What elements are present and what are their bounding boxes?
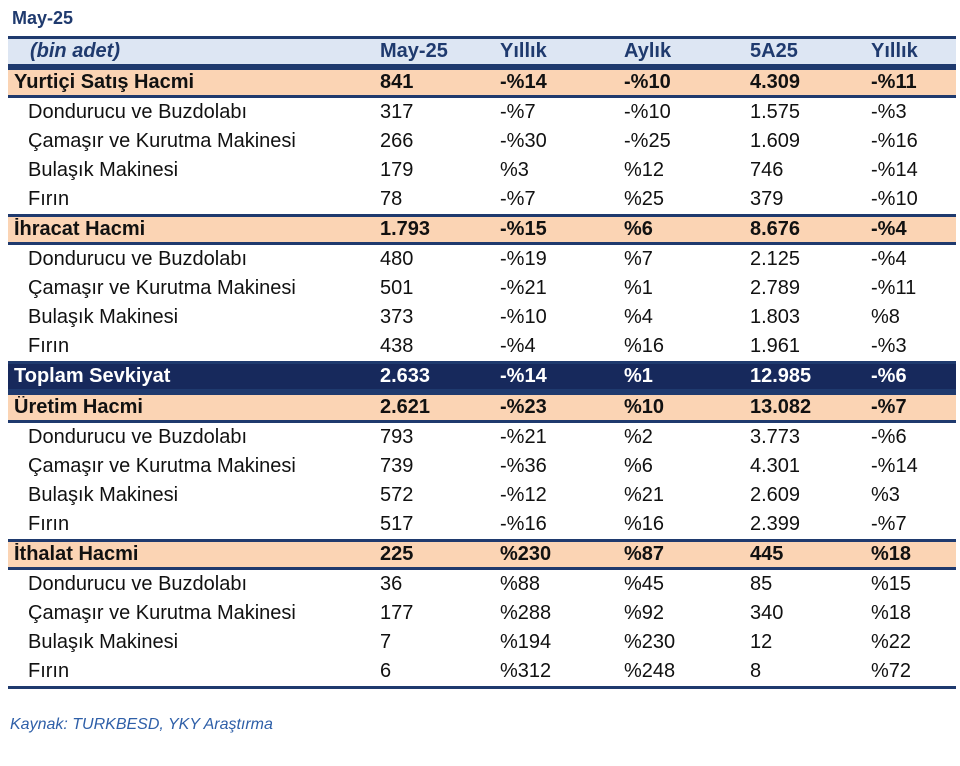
cell: 177 — [380, 602, 414, 624]
cell: 1.961 — [750, 335, 801, 357]
cell: -%4 — [871, 218, 907, 240]
section-label: İhracat Hacmi — [14, 218, 146, 240]
cell: %22 — [871, 631, 912, 653]
table-row — [8, 423, 956, 452]
cell: 2.789 — [750, 277, 801, 299]
cell: 4.309 — [750, 71, 801, 93]
cell: %16 — [624, 513, 665, 535]
table-row — [8, 657, 956, 686]
data-table — [8, 36, 956, 689]
cell: -%4 — [871, 248, 907, 270]
row-label: Çamaşır ve Kurutma Makinesi — [28, 277, 296, 299]
row-label: Bulaşık Makinesi — [28, 159, 179, 181]
column-header: Yıllık — [500, 40, 547, 62]
cell: 225 — [380, 543, 414, 565]
source-note: Kaynak: TURKBESD, YKY Araştırma — [10, 716, 273, 733]
row-label: Dondurucu ve Buzdolabı — [28, 101, 248, 123]
cell: 379 — [750, 188, 784, 210]
section-row — [8, 392, 956, 423]
cell: -%6 — [871, 426, 907, 448]
cell: -%7 — [871, 396, 907, 418]
cell: %6 — [624, 218, 653, 240]
total-label: Toplam Sevkiyat — [14, 365, 171, 387]
cell: %72 — [871, 660, 912, 682]
cell: %12 — [624, 159, 665, 181]
row-label: Çamaşır ve Kurutma Makinesi — [28, 455, 296, 477]
cell: %16 — [624, 335, 665, 357]
cell: %4 — [624, 306, 653, 328]
table-header — [8, 36, 956, 67]
cell: 12.985 — [750, 365, 812, 387]
cell: 438 — [380, 335, 414, 357]
cell: 7 — [380, 631, 392, 653]
cell: %6 — [624, 455, 653, 477]
cell: 317 — [380, 101, 414, 123]
cell: 2.633 — [380, 365, 431, 387]
cell: -%14 — [871, 159, 918, 181]
cell: -%14 — [871, 455, 918, 477]
cell: 480 — [380, 248, 414, 270]
cell: -%14 — [500, 71, 547, 93]
cell: -%7 — [500, 188, 536, 210]
cell: -%10 — [500, 306, 547, 328]
cell: 1.575 — [750, 101, 801, 123]
cell: %18 — [871, 602, 912, 624]
section-label: Üretim Hacmi — [14, 396, 143, 418]
cell: 1.793 — [380, 218, 431, 240]
section-label: Yurtiçi Satış Hacmi — [14, 71, 195, 93]
cell: -%6 — [871, 365, 907, 387]
cell: -%15 — [500, 218, 547, 240]
cell: %288 — [500, 602, 552, 624]
table-row — [8, 510, 956, 539]
table-row — [8, 481, 956, 510]
cell: 36 — [380, 573, 403, 595]
row-label: Çamaşır ve Kurutma Makinesi — [28, 130, 296, 152]
row-label: Fırın — [28, 188, 70, 210]
cell: 2.609 — [750, 484, 801, 506]
cell: 12 — [750, 631, 773, 653]
page-title: May-25 — [12, 8, 74, 28]
cell: 4.301 — [750, 455, 801, 477]
table-row — [8, 332, 956, 361]
cell: -%11 — [871, 277, 917, 299]
row-label: Dondurucu ve Buzdolabı — [28, 248, 248, 270]
cell: 739 — [380, 455, 414, 477]
cell: %88 — [500, 573, 541, 595]
table-row — [8, 452, 956, 481]
row-label: Fırın — [28, 660, 70, 682]
column-header: 5A25 — [750, 40, 798, 62]
cell: %18 — [871, 543, 912, 565]
cell: %1 — [624, 277, 653, 299]
cell: %1 — [624, 365, 653, 387]
cell: 793 — [380, 426, 414, 448]
cell: -%23 — [500, 396, 547, 418]
cell: -%30 — [500, 130, 547, 152]
row-label: Bulaşık Makinesi — [28, 484, 179, 506]
total-row — [8, 361, 956, 392]
cell: -%16 — [871, 130, 918, 152]
cell: 3.773 — [750, 426, 801, 448]
cell: -%4 — [500, 335, 536, 357]
cell: 1.609 — [750, 130, 801, 152]
cell: %230 — [500, 543, 552, 565]
cell: 572 — [380, 484, 414, 506]
table-row — [8, 303, 956, 332]
cell: -%14 — [500, 365, 547, 387]
row-label: Fırın — [28, 335, 70, 357]
section-label: İthalat Hacmi — [14, 543, 139, 565]
cell: 2.621 — [380, 396, 431, 418]
cell: %7 — [624, 248, 653, 270]
cell: -%7 — [871, 513, 907, 535]
cell: 6 — [380, 660, 392, 682]
cell: -%21 — [500, 426, 547, 448]
cell: 179 — [380, 159, 414, 181]
column-header: May-25 — [380, 40, 448, 62]
row-label: Dondurucu ve Buzdolabı — [28, 573, 248, 595]
cell: -%25 — [624, 130, 671, 152]
cell: 13.082 — [750, 396, 812, 418]
cell: 1.803 — [750, 306, 801, 328]
cell: 501 — [380, 277, 414, 299]
cell: -%10 — [624, 71, 671, 93]
cell: %3 — [500, 159, 529, 181]
cell: %15 — [871, 573, 912, 595]
column-header: Yıllık — [871, 40, 918, 62]
cell: 8 — [750, 660, 762, 682]
row-label: Bulaşık Makinesi — [28, 306, 179, 328]
table-row — [8, 98, 956, 127]
row-label: Bulaşık Makinesi — [28, 631, 179, 653]
row-label: Çamaşır ve Kurutma Makinesi — [28, 602, 296, 624]
cell: %194 — [500, 631, 552, 653]
cell: %21 — [624, 484, 665, 506]
section-row — [8, 214, 956, 245]
cell: 517 — [380, 513, 414, 535]
cell: %312 — [500, 660, 552, 682]
cell: 2.125 — [750, 248, 801, 270]
cell: -%19 — [500, 248, 547, 270]
cell: %92 — [624, 602, 665, 624]
cell: 445 — [750, 543, 784, 565]
cell: %25 — [624, 188, 665, 210]
unit-label: (bin adet) — [30, 40, 120, 62]
table-row — [8, 628, 956, 657]
cell: -%3 — [871, 335, 907, 357]
cell: %45 — [624, 573, 665, 595]
table-row — [8, 185, 956, 214]
column-header: Aylık — [624, 40, 672, 62]
table-row — [8, 274, 956, 303]
cell: %3 — [871, 484, 900, 506]
cell: 340 — [750, 602, 784, 624]
section-row — [8, 67, 956, 98]
section-row — [8, 539, 956, 570]
cell: 841 — [380, 71, 414, 93]
cell: %10 — [624, 396, 665, 418]
table-row — [8, 156, 956, 185]
cell: 2.399 — [750, 513, 801, 535]
cell: %87 — [624, 543, 665, 565]
cell: %2 — [624, 426, 653, 448]
cell: 85 — [750, 573, 773, 595]
cell: -%11 — [871, 71, 917, 93]
cell: %8 — [871, 306, 900, 328]
cell: -%10 — [871, 188, 918, 210]
cell: %248 — [624, 660, 676, 682]
table-row — [8, 570, 956, 599]
cell: -%36 — [500, 455, 547, 477]
table-bottom-rule — [8, 686, 956, 689]
table-row — [8, 245, 956, 274]
cell: 78 — [380, 188, 403, 210]
cell: -%10 — [624, 101, 671, 123]
row-label: Dondurucu ve Buzdolabı — [28, 426, 248, 448]
cell: -%3 — [871, 101, 907, 123]
row-label: Fırın — [28, 513, 70, 535]
cell: -%16 — [500, 513, 547, 535]
cell: -%7 — [500, 101, 536, 123]
cell: 373 — [380, 306, 414, 328]
table-row — [8, 127, 956, 156]
cell: 8.676 — [750, 218, 801, 240]
cell: -%21 — [500, 277, 547, 299]
cell: -%12 — [500, 484, 547, 506]
cell: 266 — [380, 130, 414, 152]
cell: 746 — [750, 159, 784, 181]
table-row — [8, 599, 956, 628]
cell: %230 — [624, 631, 676, 653]
